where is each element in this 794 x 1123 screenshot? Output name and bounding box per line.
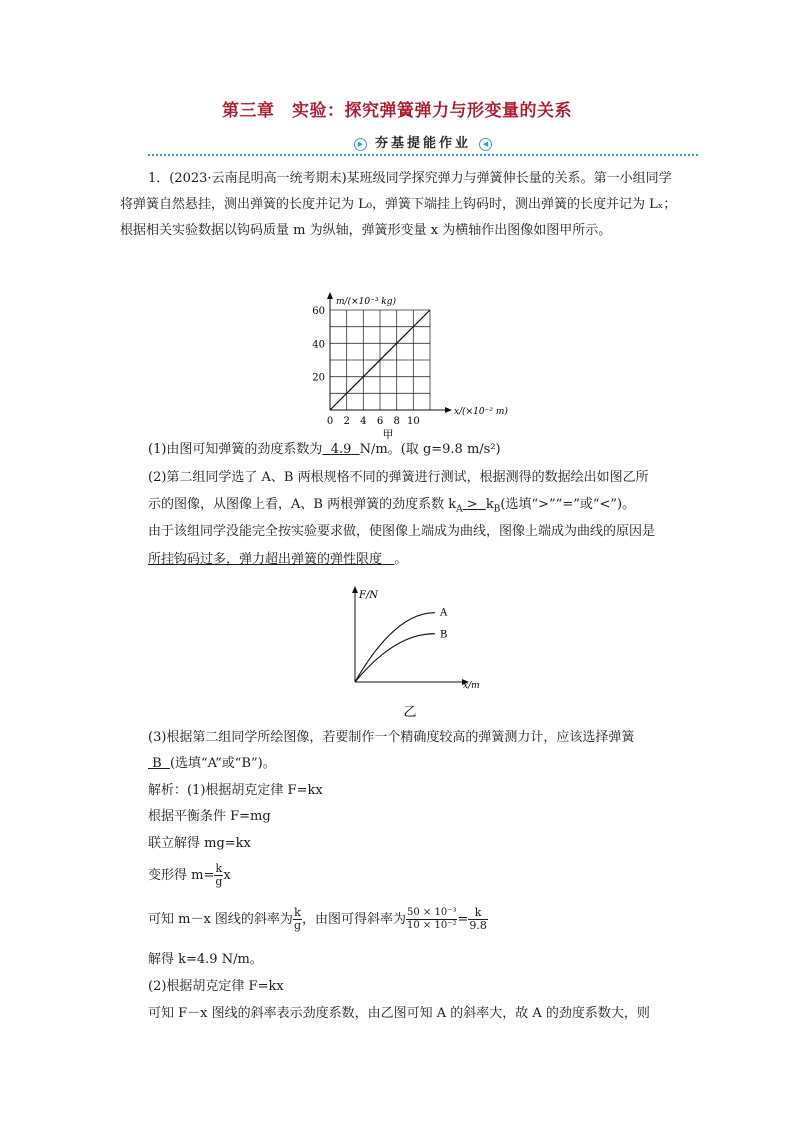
solution-line-7: (2)根据胡克定律 F=kx [148,979,284,994]
x-tick-label: 4 [360,416,367,427]
series-curve-a [355,613,435,682]
y-tick-label: 20 [312,372,325,384]
series-curve-b [355,634,435,682]
answer-blank-1: 4.9 [330,442,352,457]
x-tick-label: 10 [406,416,420,427]
x-tick-label: 2 [343,416,350,427]
solution-line-2: 根据平衡条件 F=mg [148,809,271,824]
dotted-divider [148,154,698,156]
x-axis-label: x/(×10⁻² m) [454,407,508,417]
y-tick-label: 60 [312,306,325,317]
solution-line-1: 解析：(1)根据胡克定律 F=kx [148,783,323,798]
answer-blank-4: B [152,756,162,771]
x-tick-label: 6 [376,416,384,427]
solution-line-8: 可知 F－x 图线的斜率表示劲度系数，由乙图可知 A 的斜率大，故 A 的劲度系数大，则 [148,1006,650,1021]
y-axis-arrow-icon [352,586,358,593]
part-3-line-2: B (选填“A”或“B”)。 [148,754,276,774]
answer-blank-2: > [466,497,478,512]
solution-line-3: 联立解得 mg=kx [148,836,251,851]
part-2-line-3: 由于该组同学没能完全按实验要求做，使图像上端成为曲线，图像上端成为曲线的原因是 [148,524,656,539]
back-icon: ◀ [479,138,492,151]
page-title: 第三章 实验：探究弹簧弹力与形变量的关系 [222,101,572,121]
answer-blank-3: 所挂钩码过多，弹力超出弹簧的弹性限度 [148,552,383,567]
chart-yi [340,576,490,721]
solution-line-6: 解得 k=4.9 N/m。 [148,952,263,967]
x-axis-label: x/m [463,681,480,691]
solution-line-5: 可知 m－x 图线的斜率为 $\frac{k}{g}$ ，由图可得斜率为 $\frac{\text{50 × 10⁻³}}{\text{10 × 10⁻²}}$ = $\frac{k}{9.8}$ [148,906,487,932]
question-1-intro [120,166,680,244]
x-axis-arrow-icon [445,407,452,413]
question-text: 某班级同学探究弹力与弹簧伸长量的关系。第一小组同学将弹簧自然悬挂，测出弹簧的长度并记为 L₀，弹簧下端挂上钩码时，测出弹簧的长度并记为 Lₓ；根据相关实验数据以钩码质量 m 为纵轴，弹簧形变量 x 为横轴作出图像如图甲所示。 [120,171,677,238]
y-tick-label: 40 [312,339,325,351]
part-3-line-1: (3)根据第二组同学所绘图像，若要制作一个精确度较高的弹簧测力计，应该选择弹簧 [148,730,635,745]
part-2-line-2: 示的图像，从图像上看，A、B 两根弹簧的劲度系数 $k_A > k_B$(选填“>”“=”或“<”)。 [148,497,636,515]
series-label-b: B [440,629,448,641]
section-banner [148,130,698,156]
y-axis-label: F/N [359,590,379,601]
part-2-line-1: (2)第二组同学选了 A、B 两根规格不同的弹簧进行测试，根据测得的数据绘出如图乙所 [148,470,649,485]
chart-jia [300,280,540,440]
x-tick-label: 0 [326,416,334,427]
part-2-line-4: 所挂钩码过多，弹力超出弹簧的弹性限度 。 [148,552,408,567]
play-icon: ▶ [354,138,367,151]
chart-caption: 乙 [403,705,417,720]
question-source: (2023·云南昆明高一统考期末) [169,171,347,186]
section-label: 夯基提能作业 [374,136,471,151]
chart-caption: 甲 [382,428,394,440]
y-axis-label: m/(×10⁻³ kg) [336,297,397,307]
solution-line-4: 变形得 m= $\frac{k}{g}$ x [148,862,231,888]
x-tick-label: 8 [393,416,400,427]
series-label-a: A [440,607,448,619]
question-number: 1． [148,171,170,186]
y-axis-arrow-icon [327,292,333,299]
part-1: (1)由图可知弹簧的劲度系数为 4.9 N/m。(取 g=9.8 m/s²) [148,442,501,457]
